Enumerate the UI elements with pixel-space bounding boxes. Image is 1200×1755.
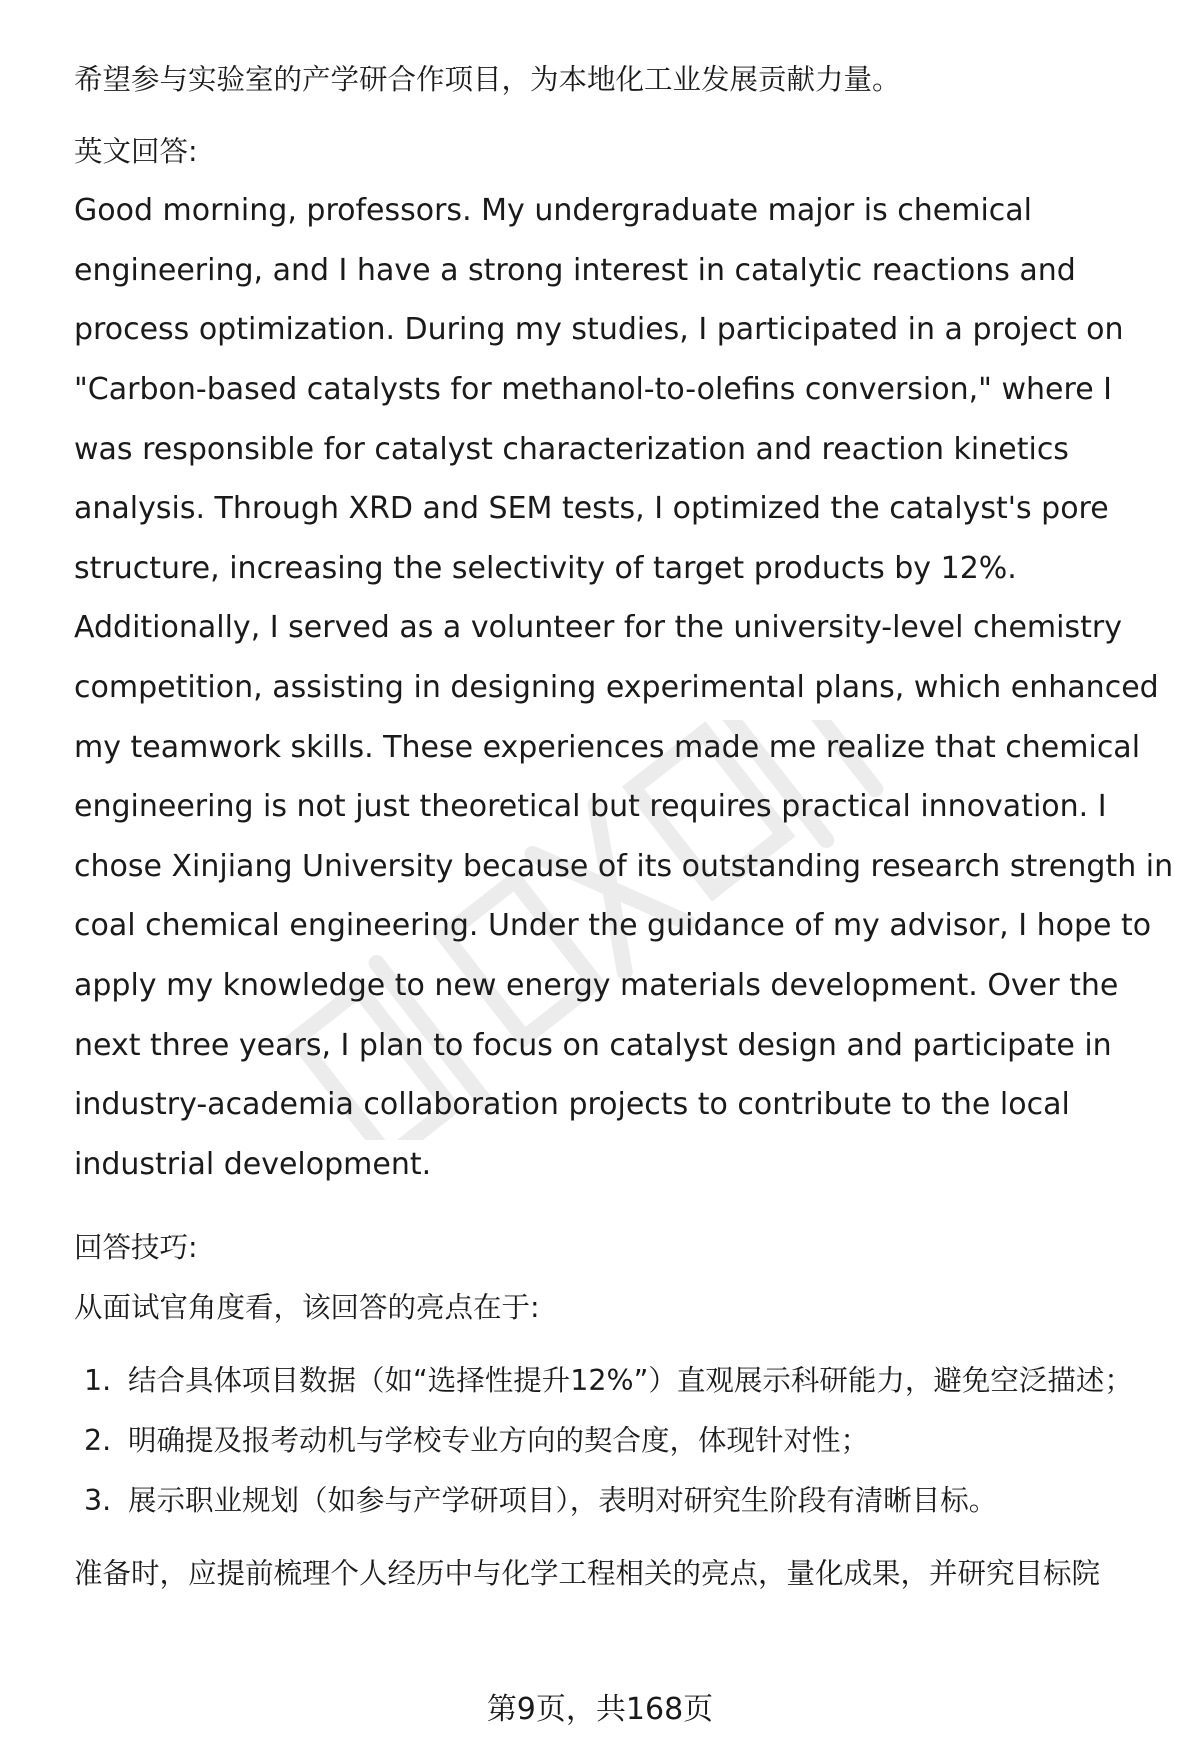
tips-intro: 从面试官角度看，该回答的亮点在于:: [74, 1290, 540, 1324]
list-item: [74, 1351, 1174, 1411]
english-answer-paragraph: Good morning, professors. My undergraduate major is chemical engineering, and I have a strong interest in catalytic reactions and process optimization. During my studies, I participated in a project on "Carbon-based catalysts for methanol-to-olefins conversion," where I was responsible for catalyst characterization and reaction kinetics analysis. Through XRD and SEM tests, I optimized the catalyst's pore structure, increasing the selectivity of target products by 12%. Additionally, I served as a volunteer for the university-level chemistry competition, assisting in designing experimental plans, which enhanced my teamwork skills. These experiences made me realize that chemical engineering is not just theoretical but requires practical innovation. I chose Xinjiang University because of its outstanding research strength in coal chemical engineering. Under the guidance of my advisor, I hope to apply my knowledge to new energy materials development. Over the next three years, I plan to focus on catalyst design and participate in industry-academia collaboration projects to contribute to the local industrial development.: [74, 193, 1174, 1182]
tips-list: [74, 1351, 1174, 1530]
list-item-text: 结合具体项目数据（如“选择性提升12%”）直观展示科研能力，避免空泛描述；: [128, 1364, 1133, 1398]
list-item: [74, 1411, 1174, 1471]
list-item-number: 3.: [84, 1483, 112, 1517]
list-item-text: 展示职业规划（如参与产学研项目），表明对研究生阶段有清晰目标。: [128, 1483, 998, 1517]
list-item-text: 明确提及报考动机与学校专业方向的契合度，体现针对性；: [128, 1424, 870, 1458]
list-item-number: 1.: [84, 1364, 112, 1398]
page-number: 第9页，共168页: [486, 1692, 714, 1727]
intro-line: 希望参与实验室的产学研合作项目，为本地化工业发展贡献力量。: [74, 63, 901, 96]
list-item-number: 2.: [84, 1424, 112, 1458]
list-item: [74, 1471, 1174, 1531]
preparation-paragraph: 准备时，应提前梳理个人经历中与化学工程相关的亮点，量化成果，并研究目标院: [74, 1557, 1101, 1591]
document-body: [74, 50, 1174, 1604]
tips-heading: 回答技巧:: [74, 1231, 198, 1265]
english-answer-heading: 英文回答:: [74, 134, 198, 168]
